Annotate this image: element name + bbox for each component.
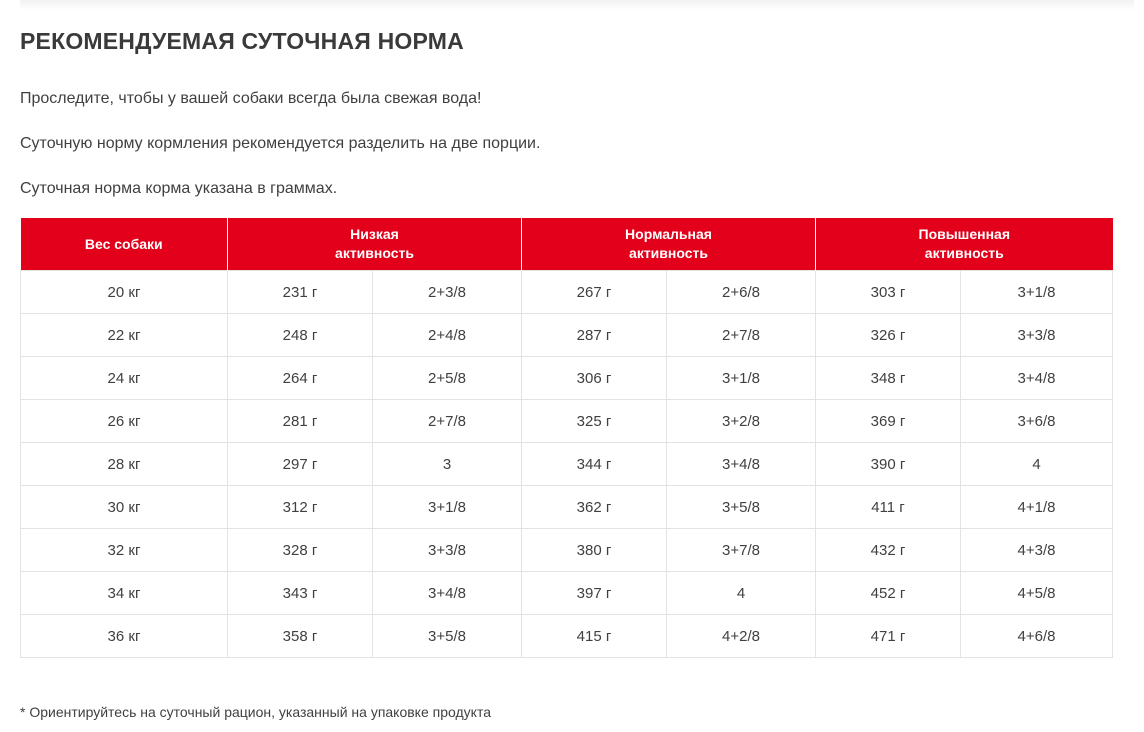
table-row	[21, 314, 1113, 357]
cell-normal-cups: 3+4/8	[667, 443, 816, 486]
cell-normal-grams: 267 г	[522, 271, 667, 314]
cell-low-cups: 2+3/8	[373, 271, 522, 314]
footnote: * Ориентируйтесь на суточный рацион, указанный на упаковке продукта	[20, 704, 491, 720]
cell-high-cups: 4+5/8	[961, 572, 1113, 615]
cell-normal-cups: 3+7/8	[667, 529, 816, 572]
top-shadow	[20, 0, 1134, 10]
cell-low-grams: 297 г	[228, 443, 373, 486]
cell-weight: 28 кг	[21, 443, 228, 486]
header-normal-activity: Нормальная активность	[522, 218, 816, 271]
cell-low-cups: 2+5/8	[373, 357, 522, 400]
cell-normal-cups: 3+5/8	[667, 486, 816, 529]
cell-high-grams: 411 г	[816, 486, 961, 529]
table-header-row	[21, 218, 1113, 271]
cell-normal-cups: 3+1/8	[667, 357, 816, 400]
cell-normal-grams: 344 г	[522, 443, 667, 486]
cell-high-cups: 4	[961, 443, 1113, 486]
cell-normal-grams: 306 г	[522, 357, 667, 400]
cell-high-cups: 3+3/8	[961, 314, 1113, 357]
cell-high-grams: 303 г	[816, 271, 961, 314]
cell-high-cups: 4+1/8	[961, 486, 1113, 529]
cell-high-cups: 3+4/8	[961, 357, 1113, 400]
cell-normal-cups: 4	[667, 572, 816, 615]
cell-high-grams: 452 г	[816, 572, 961, 615]
table-row	[21, 486, 1113, 529]
cell-low-grams: 281 г	[228, 400, 373, 443]
cell-high-cups: 4+3/8	[961, 529, 1113, 572]
cell-high-cups: 3+6/8	[961, 400, 1113, 443]
table-row	[21, 400, 1113, 443]
cell-low-cups: 3	[373, 443, 522, 486]
cell-low-grams: 264 г	[228, 357, 373, 400]
header-high-activity: Повышенная активность	[816, 218, 1113, 271]
header-low-activity: Низкая активность	[228, 218, 522, 271]
cell-weight: 32 кг	[21, 529, 228, 572]
norm-section	[20, 26, 1112, 658]
cell-normal-cups: 2+6/8	[667, 271, 816, 314]
cell-normal-grams: 362 г	[522, 486, 667, 529]
cell-low-grams: 343 г	[228, 572, 373, 615]
cell-low-cups: 3+1/8	[373, 486, 522, 529]
table-row	[21, 443, 1113, 486]
cell-high-cups: 4+6/8	[961, 615, 1113, 658]
cell-low-cups: 3+3/8	[373, 529, 522, 572]
cell-weight: 24 кг	[21, 357, 228, 400]
cell-normal-grams: 397 г	[522, 572, 667, 615]
cell-high-grams: 326 г	[816, 314, 961, 357]
cell-normal-grams: 380 г	[522, 529, 667, 572]
cell-high-grams: 471 г	[816, 615, 961, 658]
cell-high-grams: 390 г	[816, 443, 961, 486]
cell-weight: 20 кг	[21, 271, 228, 314]
cell-low-grams: 231 г	[228, 271, 373, 314]
cell-low-cups: 3+4/8	[373, 572, 522, 615]
portion-note: Суточную норму кормления рекомендуется разделить на две порции.	[20, 135, 541, 152]
cell-high-grams: 348 г	[816, 357, 961, 400]
table-row	[21, 357, 1113, 400]
cell-low-cups: 3+5/8	[373, 615, 522, 658]
cell-normal-grams: 415 г	[522, 615, 667, 658]
cell-normal-grams: 287 г	[522, 314, 667, 357]
cell-weight: 30 кг	[21, 486, 228, 529]
table-row	[21, 271, 1113, 314]
cell-low-cups: 2+4/8	[373, 314, 522, 357]
water-note: Проследите, чтобы у вашей собаки всегда была свежая вода!	[20, 90, 482, 107]
header-weight: Вес собаки	[21, 218, 228, 271]
cell-low-cups: 2+7/8	[373, 400, 522, 443]
table-row	[21, 529, 1113, 572]
table-body	[21, 271, 1113, 658]
feeding-table	[20, 218, 1113, 658]
cell-weight: 22 кг	[21, 314, 228, 357]
cell-low-grams: 358 г	[228, 615, 373, 658]
cell-high-grams: 432 г	[816, 529, 961, 572]
table-row	[21, 615, 1113, 658]
table-row	[21, 572, 1113, 615]
cell-high-cups: 3+1/8	[961, 271, 1113, 314]
page-title: РЕКОМЕНДУЕМАЯ СУТОЧНАЯ НОРМА	[20, 28, 464, 54]
cell-high-grams: 369 г	[816, 400, 961, 443]
cell-weight: 36 кг	[21, 615, 228, 658]
cell-low-grams: 328 г	[228, 529, 373, 572]
cell-low-grams: 312 г	[228, 486, 373, 529]
cell-low-grams: 248 г	[228, 314, 373, 357]
cell-normal-cups: 4+2/8	[667, 615, 816, 658]
units-note: Суточная норма корма указана в граммах.	[20, 180, 338, 197]
cell-normal-grams: 325 г	[522, 400, 667, 443]
cell-normal-cups: 2+7/8	[667, 314, 816, 357]
cell-weight: 34 кг	[21, 572, 228, 615]
cell-weight: 26 кг	[21, 400, 228, 443]
cell-normal-cups: 3+2/8	[667, 400, 816, 443]
